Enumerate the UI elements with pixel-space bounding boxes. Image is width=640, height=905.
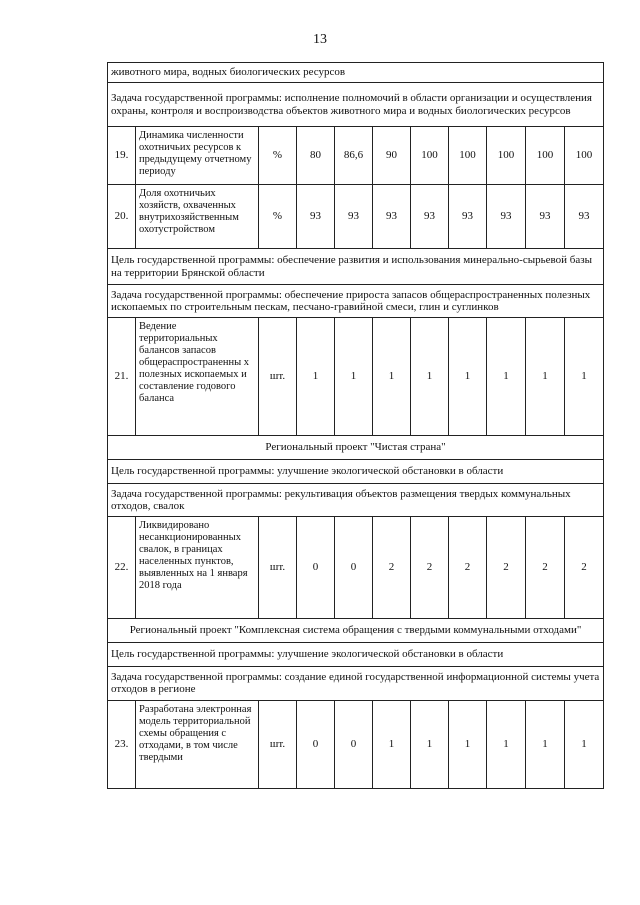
indicator-value: 100 xyxy=(526,127,565,185)
indicator-row xyxy=(108,318,604,436)
indicator-value: 100 xyxy=(565,127,604,185)
indicator-value: 93 xyxy=(411,185,449,249)
indicator-value: 1 xyxy=(411,700,449,788)
indicator-value: 2 xyxy=(411,517,449,619)
indicator-value: 93 xyxy=(335,185,373,249)
indicator-value: 80 xyxy=(297,127,335,185)
indicator-number: 20. xyxy=(108,185,136,249)
page-number: 13 xyxy=(313,32,327,47)
indicators-table xyxy=(107,62,604,789)
project-title-row xyxy=(108,619,604,643)
indicator-value: 2 xyxy=(526,517,565,619)
section-row xyxy=(108,460,604,484)
indicator-value: 2 xyxy=(449,517,487,619)
indicator-value: 90 xyxy=(373,127,411,185)
indicator-unit: % xyxy=(259,185,297,249)
section-text: Цель государственной программы: обеспечение развития и использования минерально-сырьевой базы на территории Брянской области xyxy=(108,249,604,285)
indicator-value: 100 xyxy=(411,127,449,185)
indicator-row xyxy=(108,700,604,788)
project-title: Региональный проект "Чистая страна" xyxy=(108,436,604,460)
indicator-value: 1 xyxy=(449,700,487,788)
indicator-value: 93 xyxy=(373,185,411,249)
indicator-value: 0 xyxy=(297,517,335,619)
indicator-value: 1 xyxy=(335,318,373,436)
indicator-value: 2 xyxy=(487,517,526,619)
indicator-value: 0 xyxy=(335,517,373,619)
indicator-value: 1 xyxy=(526,318,565,436)
indicator-number: 19. xyxy=(108,127,136,185)
section-text: Задача государственной программы: создание единой государственной информационной системы учета отходов в регионе xyxy=(108,666,604,700)
indicator-value: 1 xyxy=(487,700,526,788)
indicator-value: 86,6 xyxy=(335,127,373,185)
indicator-name: Ликвидировано несанкционированных свалок, в границах населенных пунктов, выявленных на 1 января 2018 года xyxy=(136,517,259,619)
section-text: Задача государственной программы: обеспечение прироста запасов общераспространенных полезных ископаемых по строительным пескам, песчано-гравийной смеси, глин и суглинков xyxy=(108,285,604,318)
project-title-row xyxy=(108,436,604,460)
indicator-name: Ведение территориальных балансов запасов общераспространенны х полезных ископаемых и составление годового баланса xyxy=(136,318,259,436)
indicator-name: Доля охотничьих хозяйств, охваченных внутрихозяйственным охотустройством xyxy=(136,185,259,249)
section-text: Цель государственной программы: улучшение экологической обстановки в области xyxy=(108,642,604,666)
section-row xyxy=(108,642,604,666)
indicator-value: 1 xyxy=(449,318,487,436)
table-body xyxy=(108,63,604,789)
indicator-name: Динамика численности охотничьих ресурсов к предыдущему отчетному периоду xyxy=(136,127,259,185)
indicator-value: 1 xyxy=(487,318,526,436)
section-row xyxy=(108,83,604,127)
indicator-value: 1 xyxy=(565,318,604,436)
project-title: Региональный проект "Комплексная система обращения с твердыми коммунальными отходами" xyxy=(108,619,604,643)
indicator-value: 1 xyxy=(297,318,335,436)
indicator-value: 1 xyxy=(565,700,604,788)
indicator-value: 93 xyxy=(487,185,526,249)
section-row xyxy=(108,249,604,285)
section-row xyxy=(108,666,604,700)
indicator-value: 1 xyxy=(373,700,411,788)
indicator-value: 1 xyxy=(411,318,449,436)
section-text: Задача государственной программы: рекультивация объектов размещения твердых коммунальных отходов, свалок xyxy=(108,484,604,517)
indicator-row xyxy=(108,185,604,249)
indicator-value: 0 xyxy=(335,700,373,788)
indicator-value: 93 xyxy=(565,185,604,249)
section-text: животного мира, водных биологических ресурсов xyxy=(108,63,604,83)
indicator-row xyxy=(108,517,604,619)
section-text: Цель государственной программы: улучшение экологической обстановки в области xyxy=(108,460,604,484)
indicator-value: 1 xyxy=(526,700,565,788)
indicator-unit: шт. xyxy=(259,318,297,436)
section-text: Задача государственной программы: исполнение полномочий в области организации и осуществления охраны, контроля и воспроизводства объектов животного мира и водных биологических ресурсов xyxy=(108,83,604,127)
indicator-unit: шт. xyxy=(259,517,297,619)
indicator-value: 0 xyxy=(297,700,335,788)
indicator-value: 2 xyxy=(565,517,604,619)
indicator-value: 100 xyxy=(487,127,526,185)
indicator-value: 100 xyxy=(449,127,487,185)
indicator-value: 93 xyxy=(449,185,487,249)
section-row xyxy=(108,63,604,83)
indicator-number: 22. xyxy=(108,517,136,619)
indicator-unit: % xyxy=(259,127,297,185)
indicator-number: 21. xyxy=(108,318,136,436)
indicator-value: 93 xyxy=(526,185,565,249)
indicator-number: 23. xyxy=(108,700,136,788)
indicator-value: 1 xyxy=(373,318,411,436)
section-row xyxy=(108,285,604,318)
indicator-name: Разработана электронная модель территориальной схемы обращения с отходами, в том числе твердыми xyxy=(136,700,259,788)
section-row xyxy=(108,484,604,517)
indicator-unit: шт. xyxy=(259,700,297,788)
indicator-value: 93 xyxy=(297,185,335,249)
indicator-row xyxy=(108,127,604,185)
indicator-value: 2 xyxy=(373,517,411,619)
